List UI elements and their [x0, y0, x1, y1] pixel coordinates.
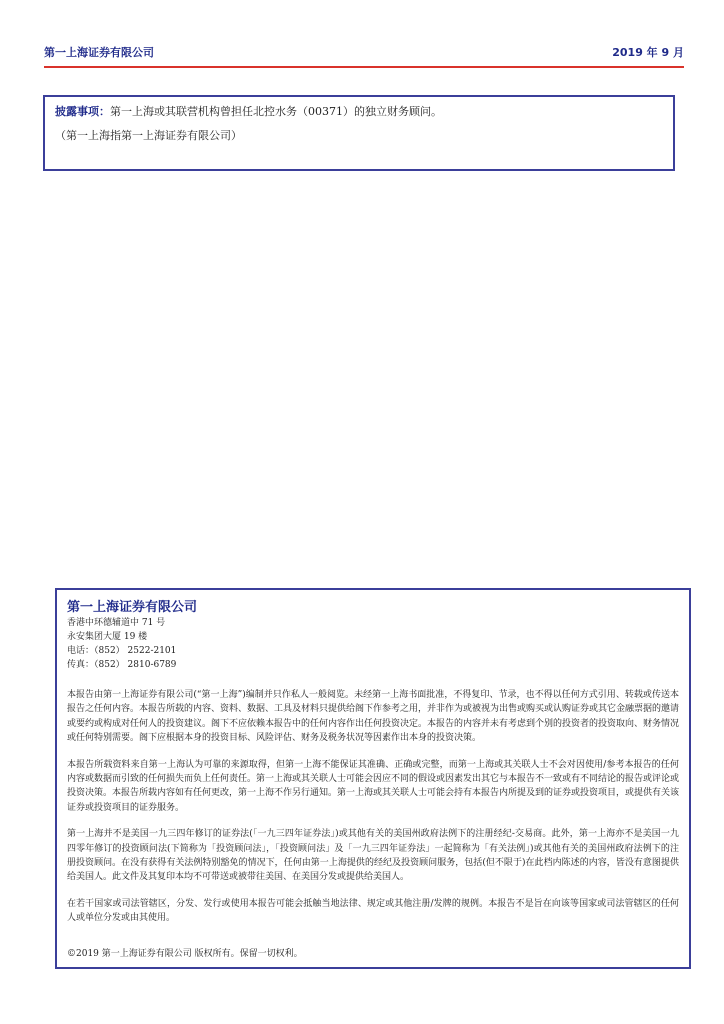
copyright-notice: ©2019 第一上海证券有限公司 版权所有。保留一切权利。	[67, 949, 303, 959]
address-line-2: 永安集团大厦 19 楼	[67, 632, 148, 642]
fax-number: 传真：（852） 2810-6789	[67, 660, 177, 670]
header-date: 2019 年 9 月	[612, 46, 684, 59]
disclaimer-paragraph-3: 第一上海并不是美国一九三四年修订的证券法(「一九三四年证券法」)或其他有关的美国州政府法例下的注册经纪-交易商。此外，第一上海亦不是美国一九四零年修订的投资顾问法(下简称为「投资顾问法」，「投资顾问法」及「一九三四年证券法」一起简称为「有关法例」)或其他有关的美国州政府法例下的注册投资顾问。在没有获得有关法例特别豁免的情况下，任何由第一上海提供的经纪及投资顾问服务，包括(但不限于)在此档内陈述的内容，皆没有意图提供给美国人。此文件及其复印本均不可带送或被带往美国、在美国分发或提供给美国人。	[67, 829, 679, 883]
disclaimer-paragraph-1: 本报告由第一上海证券有限公司(“第一上海”)编制并只作私人一般阅览。未经第一上海书面批准，不得复印、节录，也不得以任何方式引用、转载或传送本报告之任何内容。本报告所载的内容、资料、数据、工具及材料只提供给阁下作参考之用，并非作为或被视为出售或购买或认购证券或其它金融票据的邀请或要约或构成对任何人的投资建议。阁下不应依赖本报告中的任何内容作出任何投资决定。本报告的内容并未有考虑到个别的投资者的投资取向、财务情况或任何特别需要。阁下应根据本身的投资目标、风险评估、财务及税务状况等因素作出本身的投资决策。	[67, 690, 680, 744]
disclosure-note: （第一上海指第一上海证券有限公司）	[55, 129, 242, 142]
contact-disclaimer-box	[55, 588, 691, 969]
phone-number: 电话：（852） 2522-2101	[67, 646, 177, 656]
header-company-name: 第一上海证券有限公司	[44, 46, 154, 59]
disclosure-label: 披露事项：	[55, 105, 110, 118]
contact-address-block	[67, 616, 176, 672]
disclosure-statement	[55, 103, 442, 119]
disclaimer-paragraph-4: 在若干国家或司法管辖区，分发、发行或使用本报告可能会抵触当地法律、规定或其他注册/发牌的规例。本报告不是旨在向该等国家或司法管辖区的任何人或单位分发或由其使用。	[67, 898, 679, 924]
disclaimer-paragraph-2: 本报告所载资料来自第一上海认为可靠的来源取得，但第一上海不能保证其准确、正确或完整，而第一上海或其关联人士不会对因使用/参考本报告的任何内容或数据而引致的任何损失而负上任何责任。第一上海或其关联人士可能会因应不同的假设或因素发出其它与本报告不一致或有不同结论的报告或评论或投资决策。本报告所载内容如有任何更改，第一上海不作另行通知。第一上海或其关联人士可能会持有本报告内所提及到的证券或投资项目，或提供有关该证券或投资项目的证券服务。	[67, 759, 680, 813]
address-line-1: 香港中环德辅道中 71 号	[67, 618, 166, 628]
contact-company-name: 第一上海证券有限公司	[67, 600, 198, 615]
disclosure-text: 第一上海或其联营机构曾担任北控水务（00371）的独立财务顾问。	[110, 105, 442, 118]
page-header	[44, 44, 684, 68]
disclaimer-text	[67, 688, 679, 938]
disclosure-box	[43, 95, 675, 171]
